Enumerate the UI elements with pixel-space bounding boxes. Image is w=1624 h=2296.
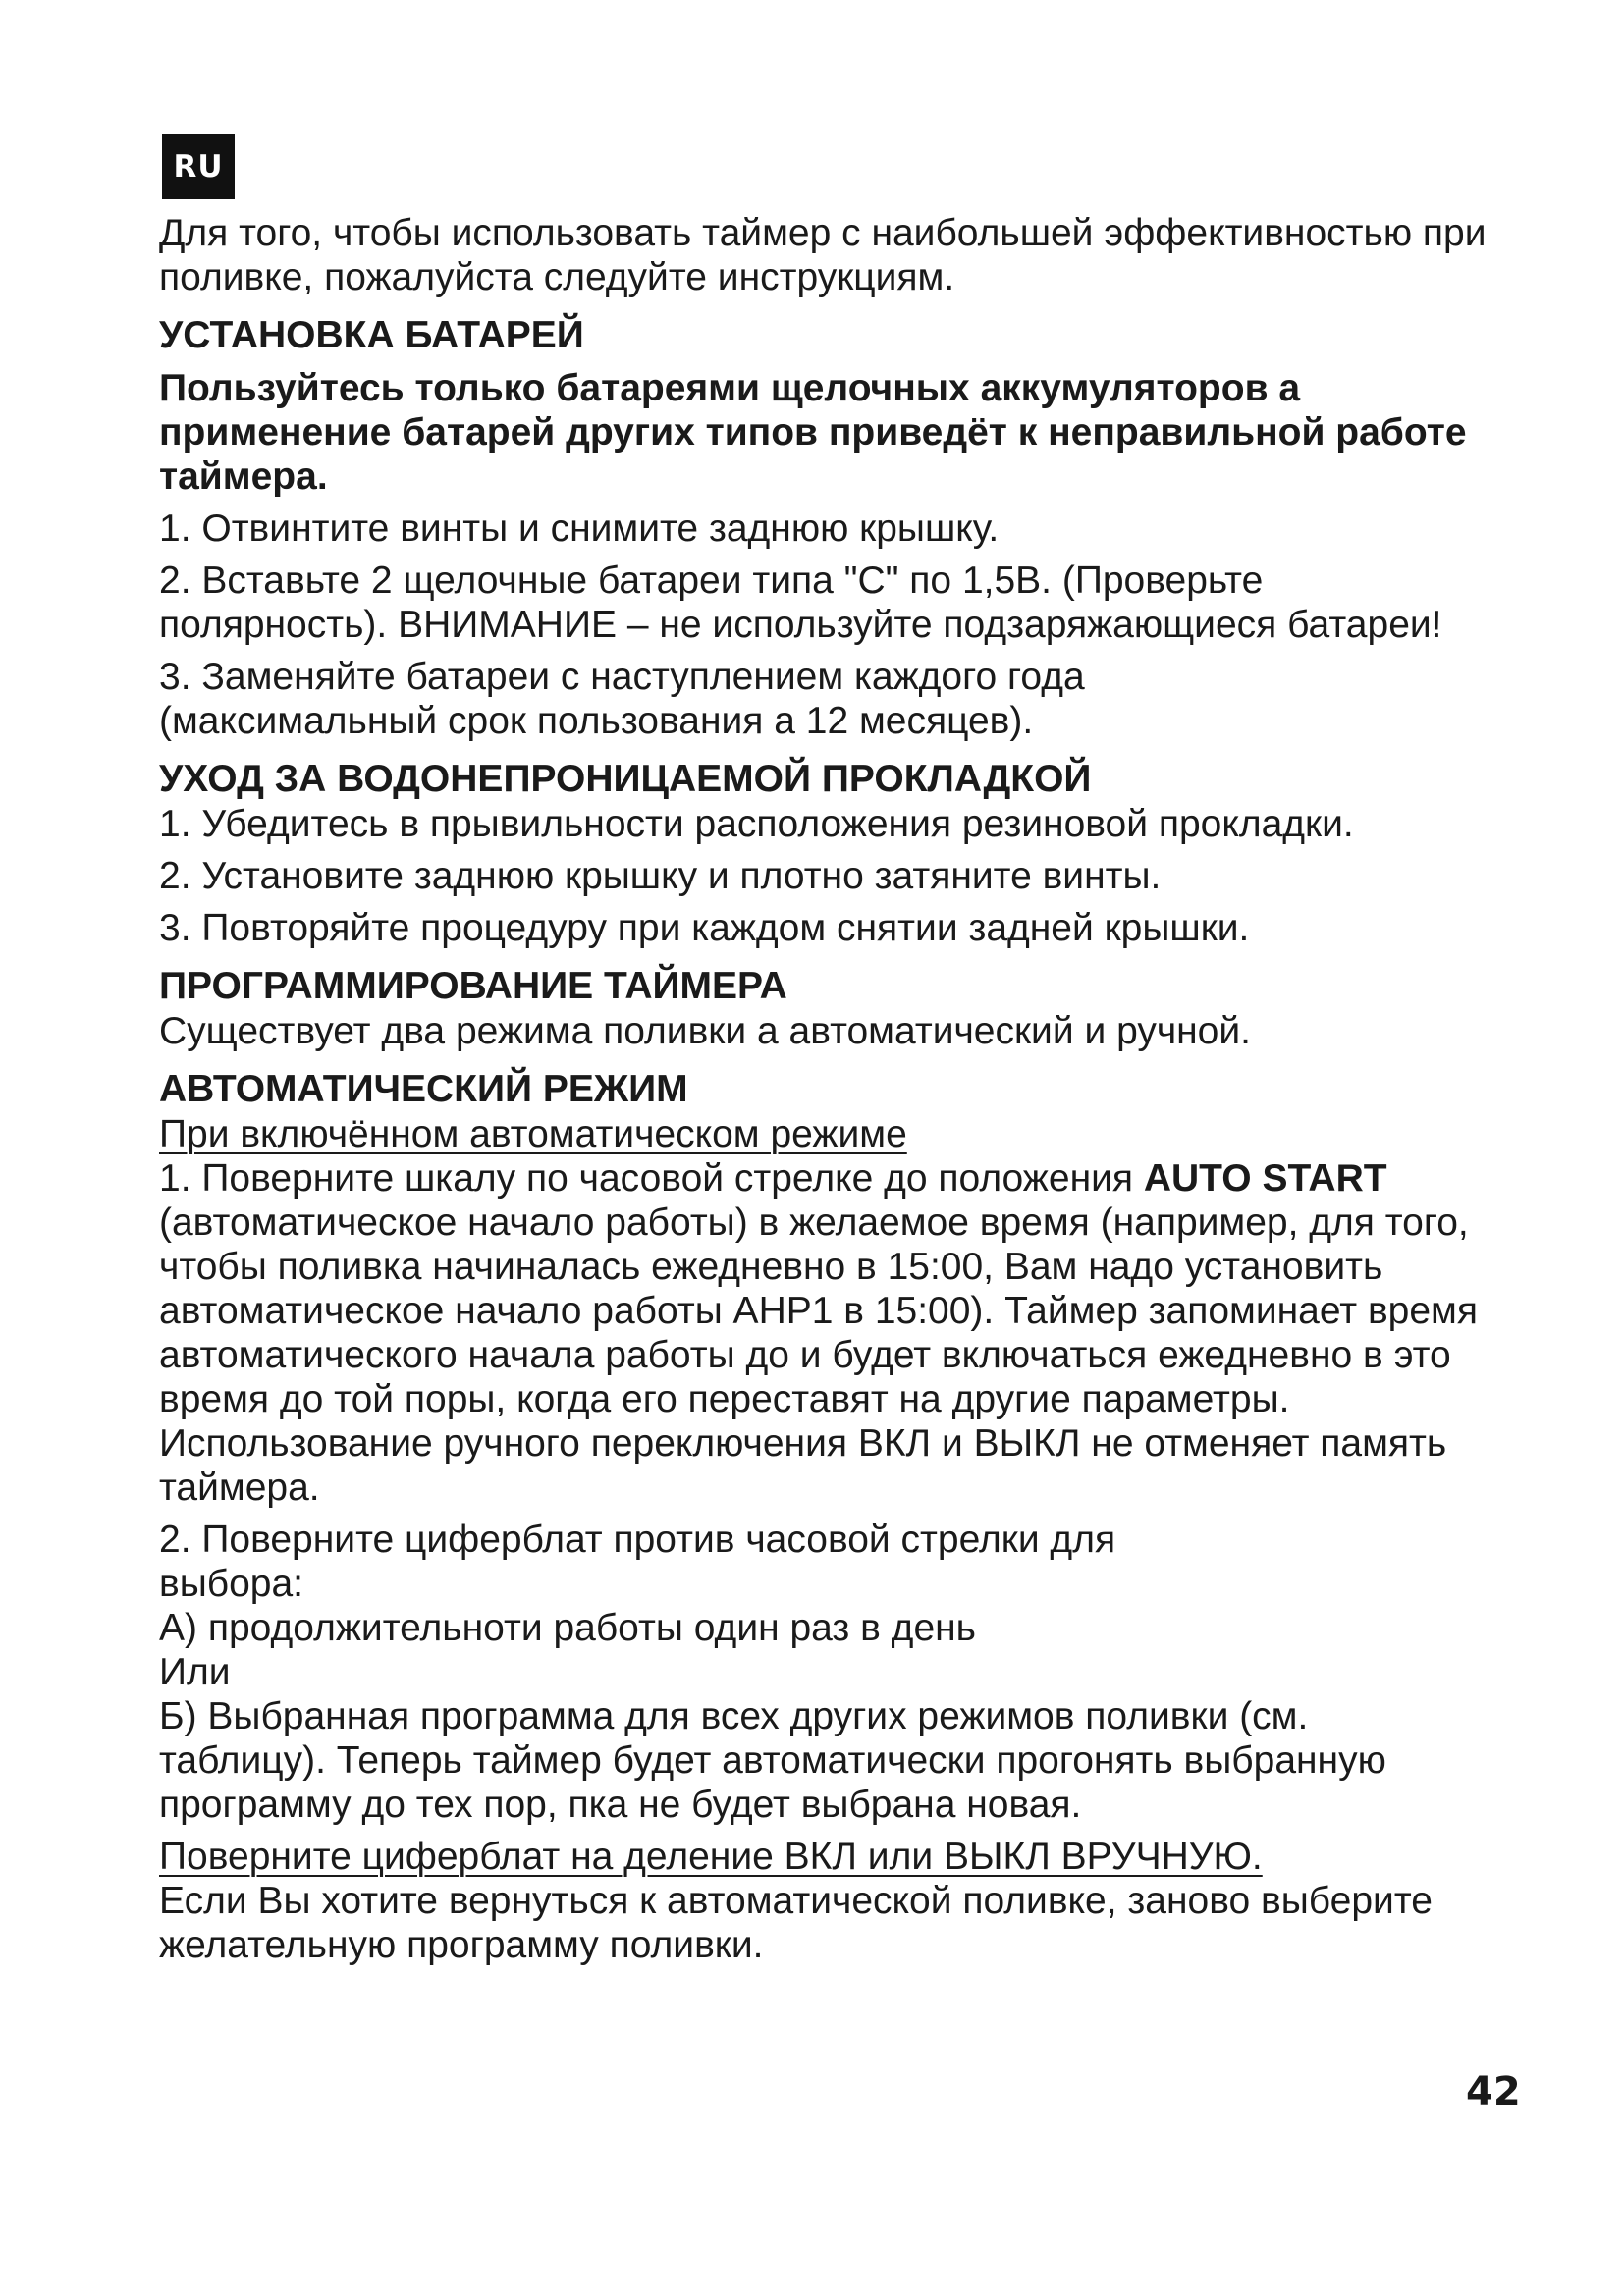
auto-step-1-rest: (автоматическое начало работы) в желаемое время (например, для того, чтобы поливка начиналась ежедневно в 15:00, Вам надо установить автоматическое начало работы АНР1 в 15:00). Таймер запоминает время автоматического начала работы до и будет включаться ежедневно в это время до той поры, когда его переставят на другие параметры. Использование ручного переключения ВКЛ и ВЫКЛ не отменяет память таймера. [159,1201,1478,1509]
section-auto [159,1066,1534,1967]
auto-start-label: AUTO START [1143,1157,1387,1200]
option-b: Б) Выбранная программа для всех других режимов поливки (см. таблицу). Теперь таймер будет автоматически прогонять выбранную программу до тех пор, пка не будет выбрана новая. [159,1695,1386,1826]
auto-step-1 [159,1156,1504,1510]
return-note: Если Вы хотите вернуться к автоматической поливке, заново выберите желательную программу поливки. [159,1880,1433,1966]
programming-text: Существует два режима поливки а автоматический и ручной. [159,1010,1251,1052]
section-title-batteries: УСТАНОВКА БАТАРЕЙ [159,314,584,356]
intro-paragraph: Для того, чтобы использовать таймер с наибольшей эффективностью при поливке, пожалуйста следуйте инструкциям. [159,212,1487,298]
gasket-step-3: 3. Повторяйте процедуру при каждом снятии задней крышки. [159,907,1250,949]
section-title-gasket: УХОД ЗА ВОДОНЕПРОНИЦАЕМОЙ ПРОКЛАДКОЙ [159,758,1092,800]
battery-step-1: 1. Отвинтите винты и снимите заднюю крышку. [159,507,1000,550]
page-content [159,211,1534,1967]
auto-step-2: 2. Поверните циферблат против часовой стрелки для выбора: [159,1519,1116,1605]
option-or: Или [159,1651,231,1693]
auto-subtitle: При включённом автоматическом режиме [159,1113,907,1155]
gasket-step-2: 2. Установите заднюю крышку и плотно затяните винты. [159,855,1162,897]
page-number: 42 [1466,2069,1521,2114]
manual-note: Поверните циферблат на деление ВКЛ или ВЫКЛ ВРУЧНУЮ. [159,1836,1263,1878]
option-a: А) продолжительноти работы один раз в день [159,1607,976,1649]
gasket-step-1: 1. Убедитесь в прывильности расположения резиновой прокладки. [159,803,1354,845]
language-badge: RU [162,134,235,199]
section-title-auto: АВТОМАТИЧЕСКИЙ РЕЖИМ [159,1068,688,1110]
battery-step-2: 2. Вставьте 2 щелочные батареи типа "С" по 1,5В. (Проверьте полярность). ВНИМАНИЕ – не используйте подзаряжающиеся батареи! [159,560,1442,646]
battery-step-3: 3. Заменяйте батареи с наступлением каждого года (максимальный срок пользования а 12 месяцев). [159,656,1085,742]
section-title-programming: ПРОГРАММИРОВАНИЕ ТАЙМЕРА [159,965,787,1007]
section-batteries [159,312,1534,743]
section-gasket [159,756,1534,950]
section-programming [159,963,1534,1053]
battery-warning: Пользуйтесь только батареями щелочных аккумуляторов а применение батарей других типов приведёт к неправильной работе таймера. [159,367,1467,498]
auto-step-1-prefix: 1. Поверните шкалу по часовой стрелке до положения [159,1157,1144,1200]
